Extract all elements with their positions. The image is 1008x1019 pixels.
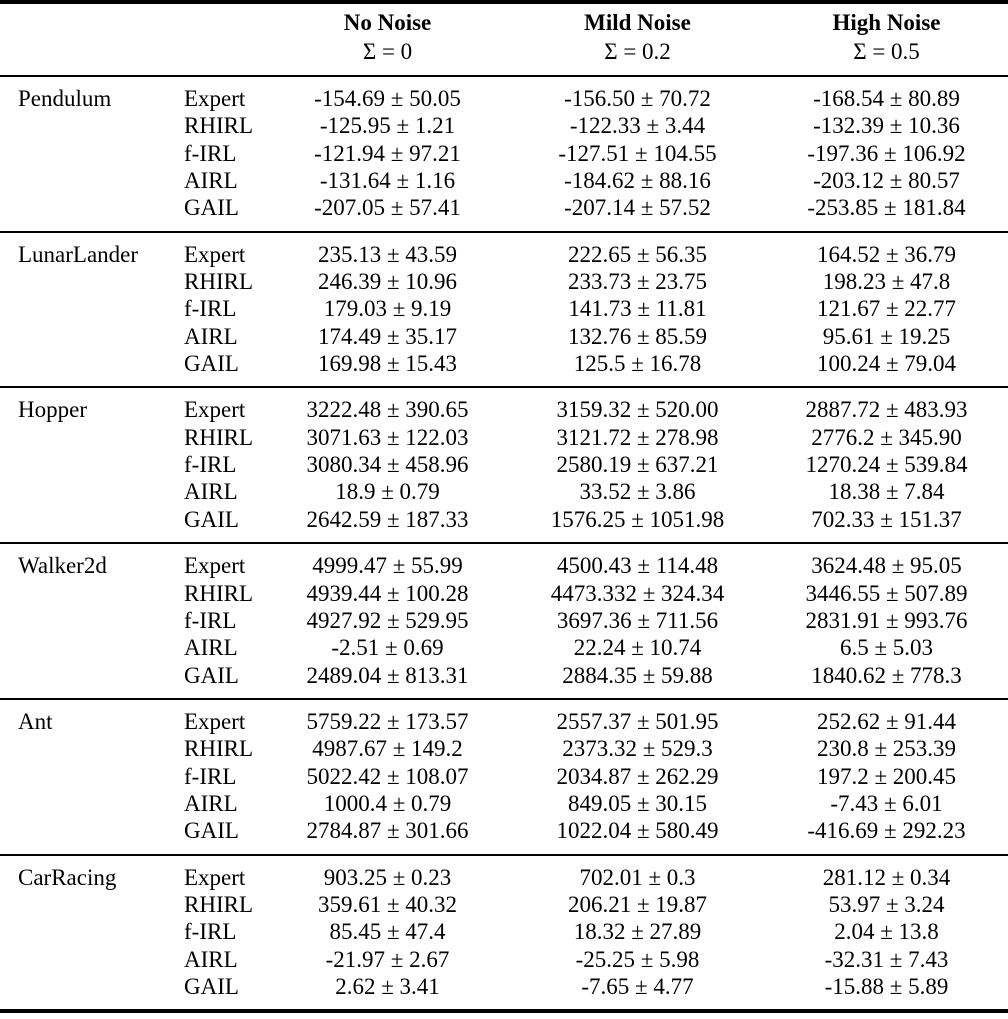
table-header: [0, 2, 1008, 76]
result-value: 3697.36 ± 711.56: [556, 607, 719, 633]
result-value: 2557.37 ± 501.95: [556, 708, 719, 734]
result-value: 1840.62 ± 778.3: [811, 662, 962, 688]
result-value: -32.31 ± 7.43: [824, 946, 949, 972]
method-name: f-IRL: [184, 452, 237, 478]
result-value: 4473.332 ± 324.34: [550, 580, 725, 606]
method-name: Expert: [184, 553, 246, 579]
table-row: [0, 232, 1008, 268]
env-name: Pendulum: [18, 86, 112, 111]
result-value: 121.67 ± 22.77: [816, 296, 957, 322]
result-value: 141.73 ± 11.81: [568, 296, 707, 322]
env-name: Walker2d: [18, 553, 107, 579]
result-value: -253.85 ± 181.84: [807, 195, 966, 221]
result-value: 222.65 ± 56.35: [567, 241, 708, 267]
env-name: LunarLander: [18, 241, 139, 267]
result-value: 18.38 ± 7.84: [828, 479, 945, 505]
result-value: 3222.48 ± 390.65: [306, 397, 469, 423]
col-header-high-noise: [765, 2, 1008, 76]
result-value: 903.25 ± 0.23: [323, 864, 452, 890]
result-value: 281.12 ± 0.34: [822, 864, 951, 890]
method-name: RHIRL: [184, 113, 253, 139]
result-value: 5022.42 ± 108.07: [306, 763, 469, 789]
result-value: -127.51 ± 104.55: [558, 140, 717, 166]
method-name: AIRL: [184, 323, 238, 349]
result-value: 3159.32 ± 520.00: [556, 397, 719, 423]
result-value: 702.01 ± 0.3: [579, 864, 696, 890]
env-section: [0, 543, 1008, 699]
method-name: AIRL: [184, 790, 238, 816]
table-row: [0, 699, 1008, 735]
result-value: 95.61 ± 19.25: [822, 323, 951, 349]
env-name: Hopper: [18, 397, 87, 423]
col-sigma-high-noise: Σ = 0.5: [853, 39, 920, 64]
result-value: 4927.92 ± 529.95: [306, 607, 469, 633]
result-value: 164.52 ± 36.79: [816, 241, 957, 267]
result-value: 197.2 ± 200.45: [816, 763, 957, 789]
result-value: 18.9 ± 0.79: [335, 479, 440, 505]
method-name: RHIRL: [184, 891, 253, 917]
result-value: 2489.04 ± 813.31: [306, 662, 469, 688]
method-name: Expert: [184, 397, 246, 423]
result-value: -416.69 ± 292.23: [807, 818, 966, 844]
result-value: 3446.55 ± 507.89: [805, 580, 968, 606]
env-name: CarRacing: [18, 864, 117, 890]
result-value: -2.51 ± 0.69: [331, 635, 444, 661]
result-value: 4999.47 ± 55.99: [312, 553, 463, 579]
result-value: 2776.2 ± 345.90: [811, 424, 962, 450]
col-sigma-mild-noise: Σ = 0.2: [604, 39, 671, 64]
col-header-no-noise: [265, 2, 510, 76]
result-value: 2034.87 ± 262.29: [556, 763, 719, 789]
result-value: 125.5 ± 16.78: [573, 351, 702, 377]
result-value: 359.61 ± 40.32: [317, 891, 458, 917]
result-value: -7.43 ± 6.01: [830, 790, 943, 816]
method-name: AIRL: [184, 168, 238, 194]
result-value: 2784.87 ± 301.66: [306, 818, 469, 844]
table-row: [0, 543, 1008, 579]
result-value: 1576.25 ± 1051.98: [550, 506, 725, 532]
result-value: 2884.35 ± 59.88: [562, 662, 713, 688]
method-name: Expert: [184, 86, 246, 111]
env-name: Ant: [18, 708, 53, 734]
result-value: 174.49 ± 35.17: [317, 323, 458, 349]
method-name: GAIL: [184, 818, 239, 844]
table-row: [0, 387, 1008, 423]
table-row: [0, 76, 1008, 112]
result-value: 85.45 ± 47.4: [329, 919, 446, 945]
result-value: 4500.43 ± 114.48: [556, 553, 719, 579]
result-value: 4939.44 ± 100.28: [306, 580, 469, 606]
env-section: [0, 76, 1008, 232]
result-value: 2642.59 ± 187.33: [306, 506, 469, 532]
header-row: [0, 2, 1008, 76]
result-value: 3121.72 ± 278.98: [556, 424, 719, 450]
method-name: GAIL: [184, 195, 239, 221]
method-name: f-IRL: [184, 919, 237, 945]
header-env-spacer: [0, 2, 170, 76]
method-name: f-IRL: [184, 140, 237, 166]
method-name: RHIRL: [184, 269, 253, 295]
col-header-mild-noise: [510, 2, 765, 76]
result-value: -184.62 ± 88.16: [564, 168, 711, 194]
method-name: f-IRL: [184, 607, 237, 633]
method-name: RHIRL: [184, 736, 253, 762]
result-value: 849.05 ± 30.15: [567, 790, 708, 816]
env-section: [0, 855, 1008, 1012]
method-name: GAIL: [184, 351, 239, 377]
result-value: 33.52 ± 3.86: [579, 479, 696, 505]
method-name: GAIL: [184, 662, 239, 688]
result-value: -21.97 ± 2.67: [325, 946, 450, 972]
result-value: -131.64 ± 1.16: [319, 168, 456, 194]
result-value: 233.73 ± 23.75: [567, 269, 708, 295]
method-name: Expert: [184, 864, 246, 890]
result-value: 198.23 ± 47.8: [822, 269, 951, 295]
result-value: -121.94 ± 97.21: [314, 140, 461, 166]
method-name: f-IRL: [184, 296, 237, 322]
result-value: 2.04 ± 13.8: [834, 919, 939, 945]
result-value: 2887.72 ± 483.93: [805, 397, 968, 423]
col-title-mild-noise: Mild Noise: [584, 10, 691, 35]
method-name: AIRL: [184, 635, 238, 661]
env-section: [0, 699, 1008, 855]
result-value: 246.39 ± 10.96: [317, 269, 458, 295]
result-value: 2831.91 ± 993.76: [805, 607, 968, 633]
method-name: AIRL: [184, 946, 238, 972]
result-value: -168.54 ± 80.89: [813, 86, 960, 111]
result-value: 3624.48 ± 95.05: [811, 553, 962, 579]
result-value: 5759.22 ± 173.57: [306, 708, 469, 734]
header-method-spacer: [170, 2, 265, 76]
method-name: GAIL: [184, 973, 239, 999]
result-value: 2.62 ± 3.41: [335, 973, 440, 999]
result-value: 6.5 ± 5.03: [839, 635, 934, 661]
result-value: -132.39 ± 10.36: [813, 113, 960, 139]
method-name: f-IRL: [184, 763, 237, 789]
result-value: -203.12 ± 80.57: [813, 168, 960, 194]
method-name: RHIRL: [184, 580, 253, 606]
result-value: -15.88 ± 5.89: [824, 973, 949, 999]
method-name: Expert: [184, 708, 246, 734]
result-value: 206.21 ± 19.87: [567, 891, 708, 917]
result-value: 132.76 ± 85.59: [567, 323, 708, 349]
result-value: 169.98 ± 15.43: [317, 351, 458, 377]
result-value: 18.32 ± 27.89: [573, 919, 702, 945]
method-name: Expert: [184, 241, 246, 267]
result-value: 2373.32 ± 529.3: [562, 736, 713, 762]
result-value: 3071.63 ± 122.03: [306, 424, 469, 450]
result-value: 3080.34 ± 458.96: [306, 452, 469, 478]
result-value: 22.24 ± 10.74: [573, 635, 702, 661]
result-value: 235.13 ± 43.59: [317, 241, 458, 267]
table-row: [0, 855, 1008, 891]
result-value: -154.69 ± 50.05: [314, 86, 461, 111]
col-title-no-noise: No Noise: [343, 10, 432, 35]
result-value: -156.50 ± 70.72: [564, 86, 711, 111]
result-value: -197.36 ± 106.92: [807, 140, 966, 166]
result-value: 100.24 ± 79.04: [816, 351, 957, 377]
col-title-high-noise: High Noise: [832, 10, 941, 35]
method-name: RHIRL: [184, 424, 253, 450]
result-value: 230.8 ± 253.39: [816, 736, 957, 762]
result-value: 2580.19 ± 637.21: [556, 452, 719, 478]
env-section: [0, 232, 1008, 388]
result-value: -207.05 ± 57.41: [314, 195, 461, 221]
result-value: 53.97 ± 3.24: [828, 891, 945, 917]
result-value: 1270.24 ± 539.84: [805, 452, 968, 478]
result-value: 1000.4 ± 0.79: [323, 790, 452, 816]
result-value: -7.65 ± 4.77: [581, 973, 694, 999]
env-section: [0, 387, 1008, 543]
result-value: 252.62 ± 91.44: [816, 708, 957, 734]
result-value: -125.95 ± 1.21: [319, 113, 456, 139]
result-value: 4987.67 ± 149.2: [312, 736, 463, 762]
method-name: AIRL: [184, 479, 238, 505]
result-value: 702.33 ± 151.37: [811, 506, 962, 532]
result-value: -25.25 ± 5.98: [575, 946, 700, 972]
col-sigma-no-noise: Σ = 0: [362, 39, 413, 64]
result-value: -122.33 ± 3.44: [569, 113, 706, 139]
method-name: GAIL: [184, 506, 239, 532]
result-value: 1022.04 ± 580.49: [556, 818, 719, 844]
result-value: 179.03 ± 9.19: [323, 296, 452, 322]
result-value: -207.14 ± 57.52: [564, 195, 711, 221]
